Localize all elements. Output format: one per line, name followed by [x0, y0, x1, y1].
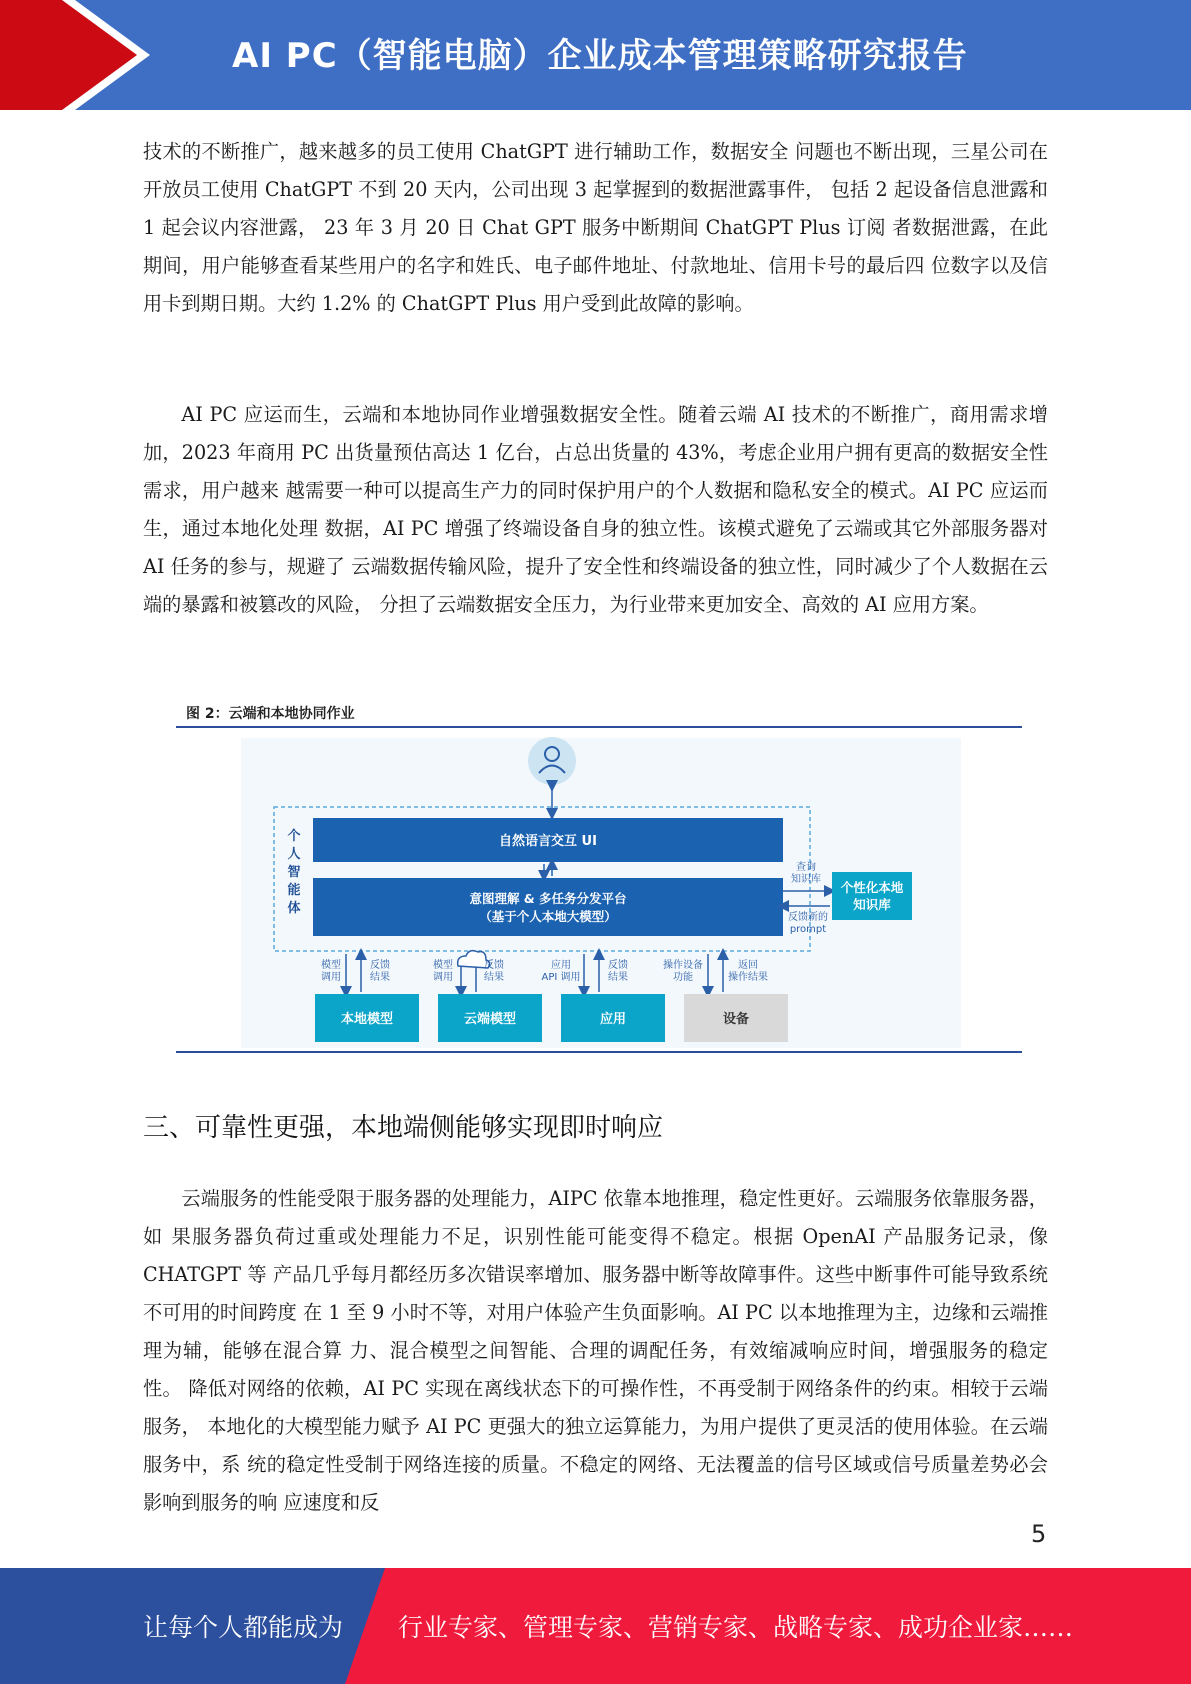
footer-slogan-left: 让每个人都能成为: [143, 1613, 344, 1642]
svg-text:操作结果: 操作结果: [728, 972, 768, 983]
svg-text:prompt: prompt: [789, 924, 827, 935]
svg-text:查询: 查询: [796, 862, 816, 873]
svg-text:应用: 应用: [551, 960, 571, 971]
platform-label-2: （基于个人本地大模型）: [479, 909, 617, 924]
svg-text:反馈: 反馈: [484, 960, 504, 971]
svg-text:结果: 结果: [484, 972, 504, 983]
svg-text:人: 人: [287, 847, 301, 862]
svg-text:体: 体: [287, 901, 301, 916]
svg-text:模型: 模型: [433, 960, 453, 971]
page-footer: [0, 1568, 1191, 1684]
document-title: AI PC（智能电脑）企业成本管理策略研究报告: [232, 36, 968, 76]
svg-text:反馈: 反馈: [370, 960, 390, 971]
application-label: 应用: [599, 1012, 627, 1027]
cloud-model-label: 云端模型: [463, 1012, 517, 1027]
device-label: 设备: [722, 1012, 750, 1027]
page-number: 5: [1031, 1520, 1047, 1548]
body-paragraph-2: AI PC 应运而生，云端和本地协同作业增强数据安全性。随着云端 AI 技术的不断推广，商用需求增加，2023 年商用 PC 出货量预估高达 1 亿台，占总出货量的 43%，考虑企业用户拥有更高的数据安全性需求，用户越来 越需要一种可以提高生产力的同时保护用户的个人数据和隐私安全的模式。AI PC 应运而生，通过本地化处理 数据，AI PC 增强了终端设备自身的独立性。该模式避免了云端或其它外部服务器对 AI 任务的参与，规避了 云端数据传输风险，提升了安全性和终端设备的独立性，同时减少了个人数据在云端的暴露和被篡改的风险， 分担了云端数据安全压力，为行业带来更加安全、高效的 AI 应用方案。: [143, 403, 1048, 616]
svg-text:模型: 模型: [321, 960, 341, 971]
svg-text:调用: 调用: [321, 972, 341, 983]
svg-text:结果: 结果: [370, 972, 390, 983]
svg-text:反馈: 反馈: [608, 960, 628, 971]
svg-text:个: 个: [287, 829, 301, 844]
svg-text:功能: 功能: [673, 972, 693, 983]
body-paragraph-1: 技术的不断推广，越来越多的员工使用 ChatGPT 进行辅助工作，数据安全 问题也不断出现，三星公司在开放员工使用 ChatGPT 不到 20 天内，公司出现 3 起掌握到的数据泄露事件， 包括 2 起设备信息泄露和 1 起会议内容泄露， 23 年 3 月 20 日 Chat GPT 服务中断期间 ChatGPT Plus 订阅 者数据泄露，在此期间，用户能够查看某些用户的名字和姓氏、电子邮件地址、付款地址、信用卡号的最后四 位数字以及信用卡到期日期。大约 1.2% 的 ChatGPT Plus 用户受到此故障的影响。: [143, 140, 1048, 315]
local-model-label: 本地模型: [340, 1012, 394, 1027]
svg-text:API 调用: API 调用: [541, 972, 581, 983]
figure-caption: 图 2：云端和本地协同作业: [186, 706, 355, 722]
figure-bottom-rule: [176, 1051, 1022, 1053]
svg-text:知识库: 知识库: [791, 874, 821, 885]
dispatch-platform: [313, 878, 783, 936]
svg-text:结果: 结果: [608, 972, 628, 983]
svg-text:操作设备: 操作设备: [663, 960, 703, 971]
platform-label-1: 意图理解 & 多任务分发平台: [469, 891, 627, 906]
svg-text:智: 智: [287, 865, 301, 880]
collaboration-diagram: [176, 728, 1022, 1053]
svg-text:能: 能: [287, 883, 301, 898]
page-header: [0, 0, 1191, 110]
section-title: 三、可靠性更强，本地端侧能够实现即时响应: [143, 1113, 664, 1143]
svg-text:调用: 调用: [433, 972, 453, 983]
user-avatar: [528, 737, 576, 785]
agent-label: [287, 828, 300, 916]
body-paragraph-3: 云端服务的性能受限于服务器的处理能力，AIPC 依靠本地推理，稳定性更好。云端服务依靠服务器，如 果服务器负荷过重或处理能力不足，识别性能可能变得不稳定。根据 OpenAI 产品服务记录，像 CHATGPT 等 产品几乎每月都经历多次错误率增加、服务器中断等故障事件。这些中断事件可能导致系统不可用的时间跨度 在 1 至 9 小时不等，对用户体验产生负面影响。AI PC 以本地推理为主，边缘和云端推理为辅，能够在混合算 力、混合模型之间智能、合理的调配任务，有效缩减响应时间，增强服务的稳定性。 降低对网络的依赖，AI PC 实现在离线状态下的可操作性，不再受制于网络条件的约束。相较于云端服务， 本地化的大模型能力赋予 AI PC 更强大的独立运算能力，为用户提供了更灵活的使用体验。在云端服务中，系 统的稳定性受制于网络连接的质量。不稳定的网络、无法覆盖的信号区域或信号质量差势必会影响到服务的响 应速度和反: [143, 1187, 1048, 1514]
kb-label-2: 知识库: [853, 897, 891, 912]
kb-label-1: 个性化本地: [840, 880, 904, 895]
svg-text:反馈新的: 反馈新的: [788, 912, 828, 923]
svg-text:返回: 返回: [738, 960, 758, 971]
footer-slogan-right: 行业专家、管理专家、营销专家、战略专家、成功企业家……: [398, 1613, 1074, 1642]
ui-bar-label: 自然语言交互 UI: [499, 834, 597, 849]
